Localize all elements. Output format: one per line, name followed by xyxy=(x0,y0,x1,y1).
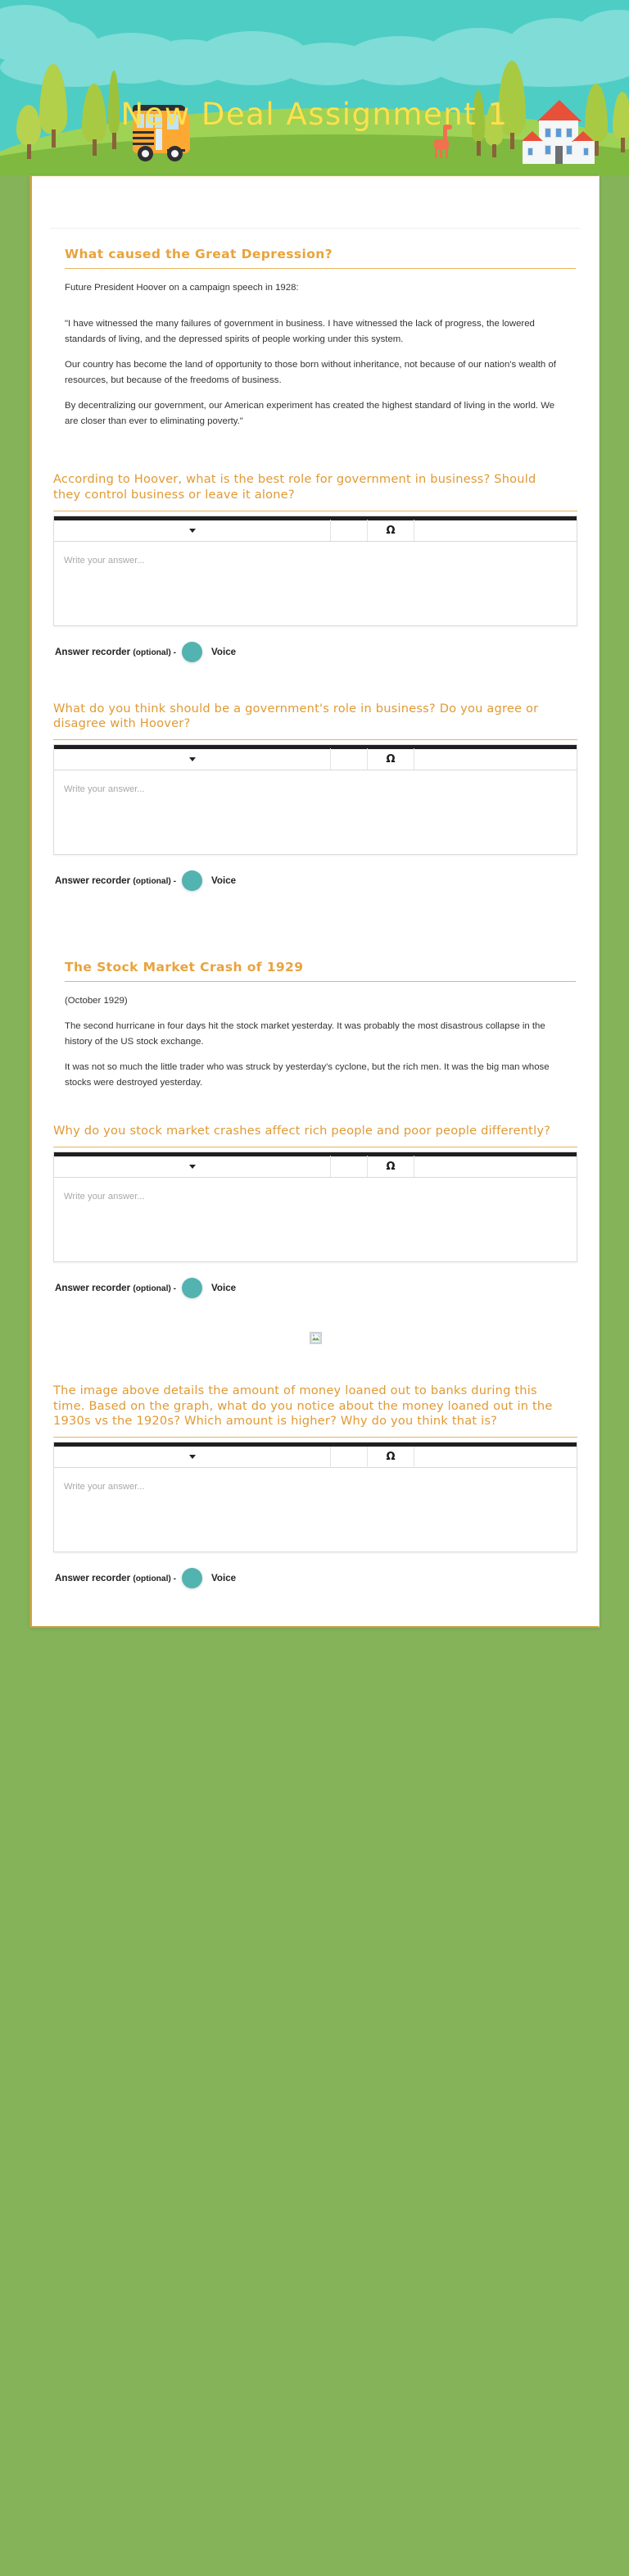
section-divider xyxy=(65,981,576,982)
text-style-dropdown[interactable] xyxy=(54,1156,331,1177)
crash-paragraph: It was not so much the little trader who was struck by yesterday's cyclone, but the rich men. It was the big man whose stocks were destroyed yesterday. xyxy=(65,1062,550,1088)
recorder-label: Answer recorder (optional) - xyxy=(55,646,177,657)
recorder-optional-label: (optional) - xyxy=(133,1283,177,1293)
editor-placeholder: Write your answer... xyxy=(64,784,145,794)
voice-record-button[interactable] xyxy=(182,870,202,891)
answer-input-3[interactable] xyxy=(54,1178,577,1261)
recorder-label: Answer recorder (optional) - xyxy=(55,875,177,886)
chevron-down-icon xyxy=(189,529,196,533)
omega-icon: Ω xyxy=(386,1451,396,1463)
recorder-optional-label: (optional) - xyxy=(133,647,177,657)
question-divider xyxy=(53,739,577,740)
toolbar-remaining xyxy=(414,748,577,770)
text-style-dropdown[interactable] xyxy=(54,1447,331,1468)
cloud-icon xyxy=(459,48,629,87)
broken-image-icon xyxy=(310,1332,322,1344)
cloud-icon xyxy=(0,48,147,87)
answer-editor-3[interactable] xyxy=(53,1152,577,1262)
omega-icon: Ω xyxy=(386,1160,396,1173)
spacer xyxy=(53,664,577,688)
section-divider xyxy=(65,268,576,269)
question-prompt-2: What do you think should be a government's role in business? Do you agree or disagree with Hoover? xyxy=(53,701,539,731)
recorder-optional-label: (optional) - xyxy=(133,1574,177,1583)
quote-paragraph: "I have witnessed the many failures of government in business. I have witnessed the lack of progress, the lowered standards of living, and the depressed spirits of people working under this system. xyxy=(65,319,535,344)
answer-recorder-3 xyxy=(53,1262,577,1300)
special-character-button[interactable] xyxy=(368,520,414,541)
quote-paragraph: Our country has become the land of opportunity to those born without inheritance, not because of our nation's wealth of resources, but because of the freedoms of business. xyxy=(65,360,556,385)
toolbar-spacer xyxy=(331,748,368,770)
card-top-divider xyxy=(50,176,581,229)
chevron-down-icon xyxy=(189,757,196,761)
question-prompt-4: The image above details the amount of money loaned out to banks during this time. Based on the graph, what do you notice about the money loaned out in the 1930s vs the 1920s? Which amount is higher? Why do you think that is? xyxy=(53,1383,553,1429)
toolbar-remaining xyxy=(414,1156,577,1177)
voice-record-button[interactable] xyxy=(182,642,202,662)
embedded-image-block xyxy=(53,1300,577,1370)
spacer xyxy=(53,439,577,459)
answer-input-1[interactable] xyxy=(54,542,577,625)
answer-input-4[interactable] xyxy=(54,1468,577,1552)
spacer xyxy=(53,917,577,942)
editor-toolbar[interactable] xyxy=(54,749,577,770)
section-heading-depression: What caused the Great Depression? xyxy=(65,247,333,261)
page-title: New Deal Assignment 1 xyxy=(120,97,509,132)
section-intro-depression: Future President Hoover on a campaign speech in 1928: xyxy=(65,283,299,293)
question-divider xyxy=(53,1437,577,1438)
editor-toolbar[interactable] xyxy=(54,1447,577,1468)
editor-placeholder: Write your answer... xyxy=(64,555,145,566)
voice-record-button[interactable] xyxy=(182,1568,202,1588)
toolbar-spacer xyxy=(331,520,368,541)
text-style-dropdown[interactable] xyxy=(54,520,331,541)
recorder-optional-label: (optional) - xyxy=(133,876,177,886)
spacer xyxy=(53,1101,577,1111)
chevron-down-icon xyxy=(189,1455,196,1459)
special-character-button[interactable] xyxy=(368,1447,414,1468)
answer-editor-1[interactable] xyxy=(53,516,577,626)
card-inner xyxy=(32,229,599,1590)
bus-wheel-icon xyxy=(167,146,183,161)
answer-recorder-4 xyxy=(53,1552,577,1590)
answer-input-2[interactable] xyxy=(54,770,577,854)
toolbar-spacer xyxy=(331,1156,368,1177)
chevron-down-icon xyxy=(189,1165,196,1169)
toolbar-spacer xyxy=(331,1447,368,1468)
editor-toolbar[interactable] xyxy=(54,1156,577,1178)
answer-recorder-1 xyxy=(53,626,577,664)
voice-label: Voice xyxy=(211,1573,237,1583)
omega-icon: Ω xyxy=(386,524,396,537)
voice-label: Voice xyxy=(211,646,237,657)
editor-toolbar[interactable] xyxy=(54,520,577,542)
recorder-label: Answer recorder (optional) - xyxy=(55,1282,177,1293)
crash-paragraph: The second hurricane in four days hit the stock market yesterday. It was probably the most disastrous collapse in the history of the US stock exchange. xyxy=(65,1021,545,1047)
answer-editor-2[interactable] xyxy=(53,744,577,855)
voice-label: Voice xyxy=(211,1282,237,1293)
section-heading-crash: The Stock Market Crash of 1929 xyxy=(65,959,304,975)
answer-recorder-2 xyxy=(53,855,577,893)
voice-label: Voice xyxy=(211,875,237,886)
recorder-label: Answer recorder (optional) - xyxy=(55,1573,177,1583)
quote-paragraph: By decentralizing our government, our American experiment has created the highest standard of living in the world. We are closer than ever to eliminating poverty." xyxy=(65,401,555,426)
omega-icon: Ω xyxy=(386,752,396,766)
content-card-wrapper xyxy=(0,175,629,1677)
spacer xyxy=(53,893,577,917)
text-style-dropdown[interactable] xyxy=(54,748,331,770)
bus-wheel-icon xyxy=(138,146,153,161)
special-character-button[interactable] xyxy=(368,748,414,770)
question-prompt-3: Why do you stock market crashes affect rich people and poor people differently? xyxy=(53,1124,551,1138)
question-prompt-1: According to Hoover, what is the best role for government in business? Should they control business or leave it alone? xyxy=(53,472,536,502)
toolbar-remaining xyxy=(414,1447,577,1468)
toolbar-remaining xyxy=(414,520,577,541)
section-intro-crash: (October 1929) xyxy=(65,995,128,1006)
assignment-card xyxy=(29,175,600,1628)
editor-placeholder: Write your answer... xyxy=(64,1191,145,1202)
answer-editor-4[interactable] xyxy=(53,1442,577,1552)
editor-placeholder: Write your answer... xyxy=(64,1482,145,1492)
page-header-banner xyxy=(0,0,629,182)
voice-record-button[interactable] xyxy=(182,1278,202,1298)
special-character-button[interactable] xyxy=(368,1156,414,1177)
